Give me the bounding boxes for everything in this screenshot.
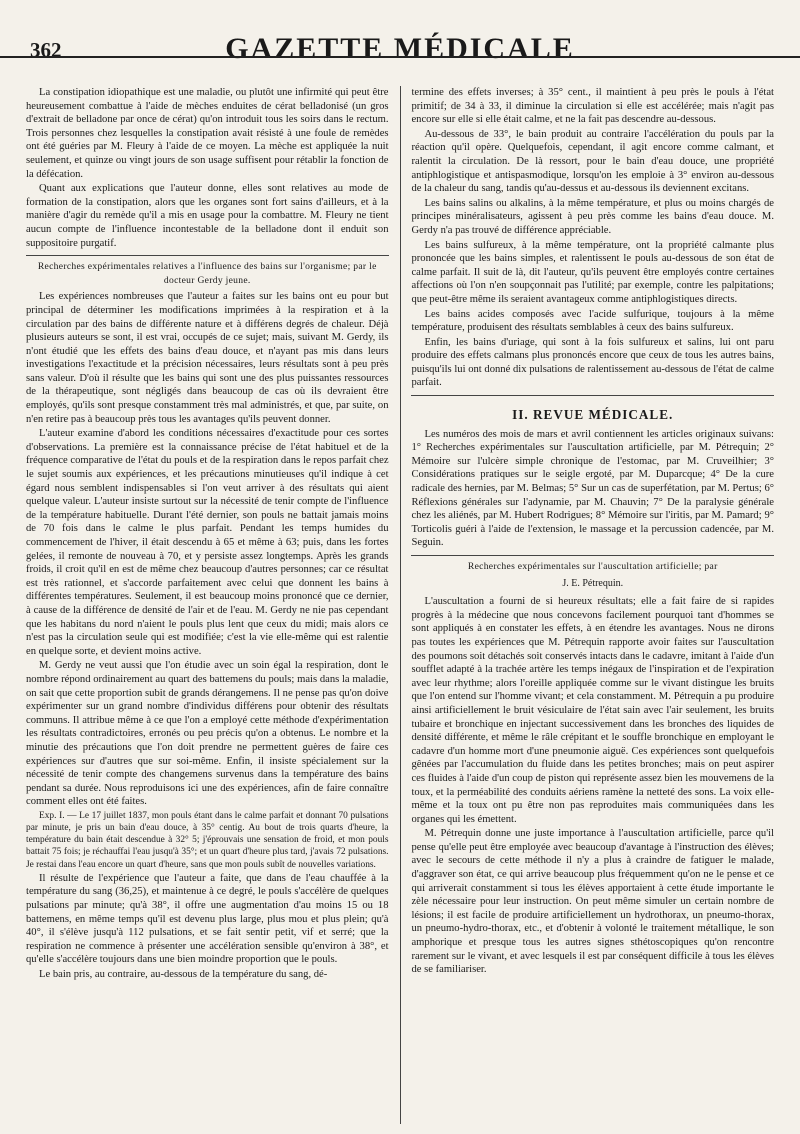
paragraph: Le bain pris, au contraire, au-dessous de la température du sang, dé- — [39, 969, 328, 981]
column-divider — [400, 86, 401, 1124]
paragraph: Les bains salins ou alkalins, à la même température, et plus ou moins chargés de principes minéralisateurs, agissent à peu près comme les bains d'eau douce. M. Gerdy n'a pas trouvé de différence appréciable. — [411, 197, 774, 236]
paragraph: Les bains acides composés avec l'acide sulfurique, toujours à la même température, produisent des résultats semblables à ceux des bains sulfureux. — [411, 308, 774, 334]
left-column — [26, 86, 389, 1124]
page-number: 362 — [30, 38, 62, 62]
article-list: Les numéros des mois de mars et avril contiennent les articles originaux suivans: 1° Recherches expérimentales sur l'auscultation artificielle, par M. Pétrequin; 2° Mémoire sur l'ulcère simple chronique de l'estomac, par M. Cruveilhier; 3° Considérations pratiques sur le seigle ergoté, par M. Duparcque; 4° De la cure radicale des hernies, par M. Belmas; 5° Sur un cas de superfétation, par M. Pertus; 6° Réflexions générales sur l'adynamie, par M. Chauvin; 7° De la paralysie générale chez les aliénés, par M. Hubert Rodrigues; 8° Mémoire sur l'iritis, par M. Pamard; 9° Torticolis guéri à l'aide de l'extension, le massage et la percussion cadencée, par M. Seguin. — [411, 428, 774, 549]
paragraph: Quant aux explications que l'auteur donne, elles sont relatives au mode de formation de la constipation, alors que les organes sont fort sains d'ailleurs, et à la manière d'agir du remède qu'il a mis en usage pour la combattre. M. Fleury ne tient aucun compte de l'influence incontestable de la belladone dont il enduit son suppositoire purgatif. — [26, 183, 389, 249]
paragraph: M. Gerdy ne veut aussi que l'on étudie avec un soin égal la respiration, dont le nombre répond ordinairement au quart des battemens du pouls; mais dans la maladie, on sait que cette proportion subit de grands dérangemens. Il ne pense pas qu'on doive expérimenter sur un grand nombre d'individus différens pour obtenir des résultats communs. Il attribue même à ce que l'on a employé cette méthode d'expérimentation les résultats contradictoires, erronés ou peu précis qu'on a obtenus. Le nombre et la minutie des précautions que l'on doit prendre ne permettent guères de faire ces expériences sur d'autres que sur soi-même. Enfin, il insiste spécialement sur la nécessité de tenir compte des changemens survenus dans la température des bains pendant sa durée. Nous reproduisons ici une des expériences, afin de faire connaître comment elles ont été faites. — [26, 660, 389, 808]
paragraph: M. Pétrequin donne une juste importance à l'auscultation artificielle, parce qu'il pense qu'elle peut être employée avec beaucoup d'avantage à l'instruction des élèves; avec le secours de cette méthode il n'y a plus à craindre de fatiguer le malade, d'aggraver son état, ce qui arrive beaucoup plus fréquemment qu'on ne le pense et ce qui arriverait constamment si tous les élèves apportaient à cette étude importante le zèle nécessaire pour leur instruction. On peut même simuler un certain nombre de lésions; il est facile de produire artificiellement un hydrothorax, un pneumo-thorax, un pneumo-hydro-thorax, etc., et d'obtenir à volonté le traitement métallique, le son amphorique et presque tous les autres signes sthétoscopiques qu'on rencontre rarement sur le vivant, et avec lesquels il est par conséquent difficile à tous les élèves de se familiariser. — [411, 828, 774, 976]
section-title: Recherches expérimentales sur l'auscultation artificielle; par — [467, 561, 718, 572]
paragraph: L'auscultation a fourni de si heureux résultats; elle a fait faire de si rapides progrès à la médecine que nous concevons facilement pourquoi tant d'hommes se sont appliqués à en constater les effets, à en étendre les avantages. Nous ne dirons pas toutes les expériences que M. Pétrequin rapporte avoir faites sur l'auscultation des poumons soit détachés soit conservés intacts dans le cadavre, imitant à l'aide d'un soufflet adapté à la trachée artère les temps inégaux de l'inspiration et de l'expiration avec leur rhythme; alors l'oreille appliquée comme sur le vivant distingue les bruits que l'on entend sur l'homme vivant; et cela constamment. M. Pétrequin a pu produire ainsi artificiellement le bruit vésiculaire de l'état sain avec l'air seulement, les bruits tubaire et bronchique en injectant successivement dans les bronches des liquides de densité différente, et même le râle crépitant et le souffle bronchique en employant le cadavre d'un homme mort d'une pneumonie aiguë. Ces expériences sont quelquefois gênées par l'accumulation du fluide dans les petites bronches; mais on peut aspirer ces fluides à l'aide d'un coup de piston qui représente assez bien les mouvemens de la toux, et la perméabilité des conduits aériens ramène la netteté des sons. La voix elle-même et la toux ont pu être non pas reproduites mais communiquées dans les organes qui les émettent. — [411, 596, 774, 825]
paragraph: termine des effets inverses; à 35° cent., il maintient à peu près le pouls à l'état primitif; de 34 à 33, il diminue la circulation si elle est accélérée; mais n'agit pas encore sur elle si elle était calme, et ne la fait pas descendre au-dessous. — [411, 87, 774, 126]
article-columns — [26, 86, 774, 1124]
paragraph: La constipation idiopathique est une maladie, ou plutôt une infirmité qui peut être heureusement combattue à l'aide de mèches enduites de cérat belladonisé (un gros d'extrait de belladone par once de cérat) qu'on introduit tous les soirs dans le rectum. Trois personnes chez lesquelles la constipation avait résisté à une foule de remèdes ont été guéries par M. Fleury à l'aide de ce moyen. La mèche est appliquée la nuit seulement, et quinze ou vingt jours de son usage suffisent pour rétablir la fonction de la défécation. — [26, 87, 389, 180]
experiment-note: Exp. I. — Le 17 juillet 1837, mon pouls étant dans le calme parfait et donnant 70 pulsations par minute, je pris un bain d'eau douce, à 35° centig. Au bout de trois quarts d'heure, la température du bain était descendue à 32° 5; j'éprouvais une sensation de froid, et mon pouls battait 75 fois; je réchauffai l'eau jusqu'à 35°; et un quart d'heure plus tard, j'avais 72 pulsations. Je restai dans l'eau encore un quart d'heure, sans que mon pouls subît de nouvelles variations. — [26, 810, 389, 870]
section-author: J. E. Pétrequin. — [562, 577, 624, 589]
paragraph: Les bains sulfureux, à la même température, ont la propriété calmante plus prononcée que les bains simples, et ralentissent le pouls au-dessous de son état de calme parfait. Il suit de là, dit l'auteur, qu'ils peuvent être employés contre certaines affections où l'on n'en soupçonnait pas l'utilité; par exemple, contre les palpitations; que peut-être même ils seraient avantageux comme antiphlogistiques directs. — [411, 239, 774, 305]
revue-heading: II. REVUE MÉDICALE. — [512, 407, 674, 423]
section-divider — [411, 555, 774, 556]
section-divider — [411, 395, 774, 396]
right-column — [411, 86, 774, 1124]
paragraph: Au-dessous de 33°, le bain produit au contraire l'accélération du pouls par la réaction qu'il opère. Quelquefois, cependant, il agit encore comme calmant, et ralentit la circulation. De là ressort, pour le bain d'eau douce, une propriété antiphlogistique et antispasmodique, lorsqu'on les emploie à 3° environ au-dessous de la chaleur du sang, tandis qu'au-dessus et au-dessous ils deviennent excitans. — [411, 128, 774, 195]
section-divider — [26, 255, 389, 256]
paragraph: L'auteur examine d'abord les conditions nécessaires d'exactitude pour ces sortes d'observations. La première est la connaissance précise de l'état habituel et de la fréquence comparative de l'état du pouls et de la respiration dans le repos parfait chez le sujet soumis aux expériences, et les précautions minutieuses qu'il indique à cet égard nous semblent indispensables si l'on veut arriver à des résultats qui aient quelque valeur. L'auteur insiste surtout sur la nécessité de tenir compte de l'influence de la température habituelle. Durant l'été dernier, son pouls ne battait jamais moins de 70 fois dans le calme le plus parfait. Pendant les temps humides du commencement de l'hiver, il était descendu à 65 et même à 63; puis, dans les fortes gelées, il remonte de nouveau à 70, et y persiste assez longtemps. Après les grands froids, il croit qu'il en est de même chez beaucoup d'autres personnes; car ce résultat est très rationnel, et s'accorde parfaitement avec celui que donnent les bains à différentes températures. Seulement, il est beaucoup moins prononcé que ce dernier, à cause de la différence de densité de l'air et de l'eau. M. Gerdy ne nie pas cependant que les habitans du nord n'aient le pouls plus lent que ceux du midi; mais alors ce n'est pas la circulation seule qui est modifiée; c'est la vie elle-même qui est ralentie en quelque sorte, et devient moins active. — [26, 428, 389, 657]
paragraph: Enfin, les bains d'uriage, qui sont à la fois sulfureux et salins, lui ont paru produire des effets calmans plus prononcés encore que ceux de tous les autres bains, puisqu'ils lui ont donné dix pulsations de ralentissement au-dessous de l'état de calme parfait. — [411, 336, 774, 389]
paragraph: Les expériences nombreuses que l'auteur a faites sur les bains ont eu pour but principal de déterminer les modifications imprimées à la respiration et à la circulation par des bains de différente nature et à différens degrés de chaleur. Déjà plusieurs auteurs se sont, il est vrai, occupés de ce sujet; mais, suivant M. Gerdy, ils n'ont étudié que les effets des bains d'eau douce, et n'ayant pas mis dans leurs investigations l'exactitude et la précision nécessaires, leurs résultats sont à peu près sans valeur. D'où il résulte que les bains qui sont une des plus puissantes ressources de la thérapeutique, sont négligés dans beaucoup de cas où ils devraient être employés, qu'ils sont presque constamment très mal administrés, et que, par suite, on n'en retire pas à beaucoup près tous les avantages qu'ils peuvent donner. — [26, 291, 389, 425]
journal-title: GAZETTE MÉDICALE — [225, 32, 575, 65]
header-rule — [0, 56, 800, 58]
page-header — [24, 24, 776, 68]
paragraph: Il résulte de l'expérience que l'auteur a faite, que dans de l'eau chauffée à la température du sang (36,25), et maintenue à ce degré, le pouls s'accélère de quelques pulsations par minute; qu'à 38°, il offre une augmentation d'au moins 15 ou 18 battemens, en même temps qu'il est devenu plus large, plus mou et plus plein; qu'à 40°, il s'élève jusqu'à 112 pulsations, et se fait sentir petit, vif et serré; que la respiration ne commence à présenter une accélération sensible qu'environ à 38°, et qu'elle s'accélère toujours dans une bien moindre proportion que le pouls. — [26, 872, 389, 966]
section-title: Recherches expérimentales relatives a l'influence des bains sur l'organisme; par le docteur Gerdy jeune. — [37, 261, 377, 286]
